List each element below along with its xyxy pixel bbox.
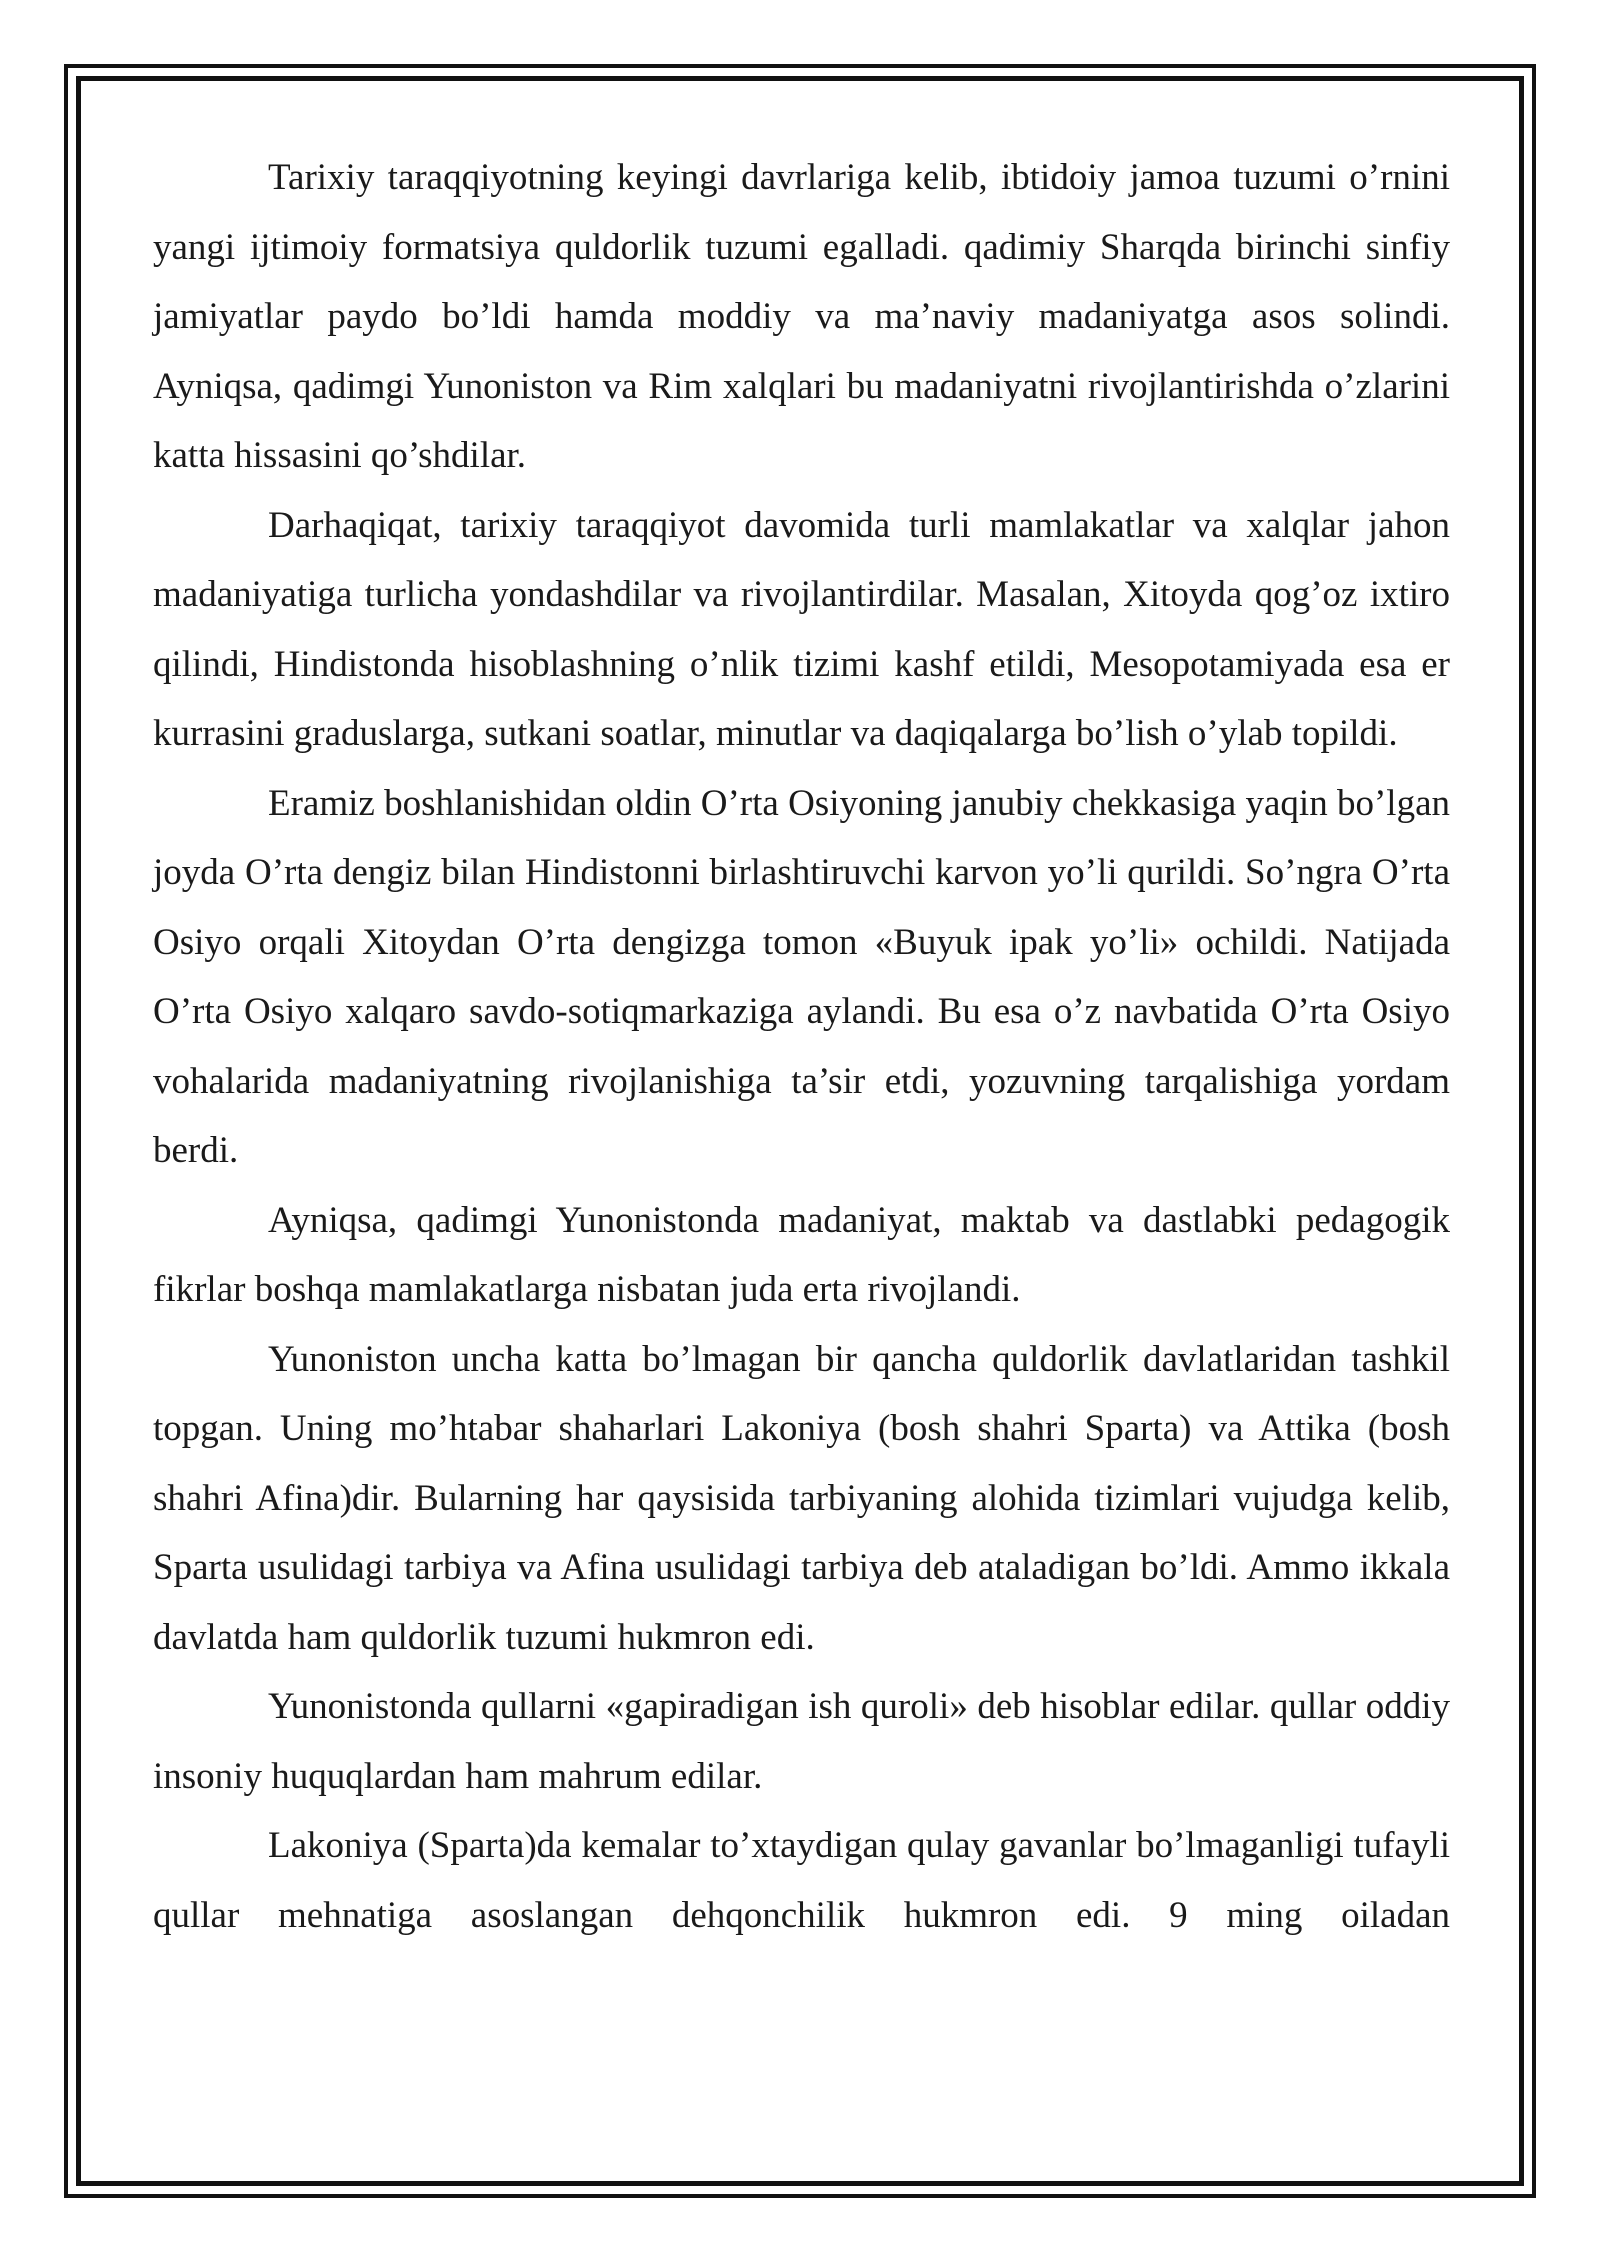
paragraph-5: Yunoniston uncha katta bo’lmagan bir qancha quldorlik davlatlaridan tashkil topgan. Uning mo’htabar shaharlari Lakoniya (bosh shahri Sparta) va Attika (bosh shahri Afina)dir. Bularning har qaysisida tarbiyaning alohida tizimlari vujudga kelib, Sparta usulidagi tarbiya va Afina usulidagi tarbiya deb ataladigan bo’ldi. Ammo ikkala davlatda ham quldorlik tuzumi hukmron edi. (153, 1338, 1450, 1658)
paragraph-4: Ayniqsa, qadimgi Yunonistonda madaniyat, maktab va dastlabki pedagogik fikrlar boshqa mamlakatlarga nisbatan juda erta rivojlandi. (153, 1199, 1450, 1310)
paragraph-2: Darhaqiqat, tarixiy taraqqiyot davomida turli mamlakatlar va xalqlar jahon madaniyatiga turlicha yondashdilar va rivojlantirdilar. Masalan, Xitoyda qog’oz ixtiro qilindi, Hindistonda hisoblashning o’nlik tizimi kashf etildi, Mesopotamiyada esa er kurrasini graduslarga, sutkani soatlar, minutlar va daqiqalarga bo’lish o’ylab topildi. (153, 504, 1450, 754)
paragraph-7: Lakoniya (Sparta)da kemalar to’xtaydigan qulay gavanlar bo’lmaganligi tufayli qullar mehnatiga asoslangan dehqonchilik hukmron edi. 9 ming oiladan (153, 1825, 1450, 1936)
paragraph-1: Tarixiy taraqqiyotning keyingi davrlariga kelib, ibtidoiy jamoa tuzumi o’rnini yangi ijtimoiy formatsiya quldorlik tuzumi egalladi. qadimiy Sharqda birinchi sinfiy jamiyatlar paydo bo’ldi hamda moddiy va ma’naviy madaniyatga asos solindi. Ayniqsa, qadimgi Yunoniston va Rim xalqlari bu madaniyatni rivojlantirishda o’zlarini katta hissasini qo’shdilar. (153, 157, 1450, 476)
paragraph-6: Yunonistonda qullarni «gapiradigan ish quroli» deb hisoblar edilar. qullar oddiy insoniy huquqlardan ham mahrum edilar. (153, 1686, 1450, 1797)
paragraph-3: Eramiz boshlanishidan oldin O’rta Osiyoning janubiy chekkasiga yaqin bo’lgan joyda O’rta dengiz bilan Hindistonni birlashtiruvchi karvon yo’li qurildi. So’ngra O’rta Osiyo orqali Xitoydan O’rta dengizga tomon «Buyuk ipak yo’li» ochildi. Natijada O’rta Osiyo xalqaro savdo-sotiqmarkaziga aylandi. Bu esa o’z navbatida O’rta Osiyo vohalarida madaniyatning rivojlanishiga ta’sir etdi, yozuvning tarqalishiga yordam berdi. (153, 782, 1450, 1171)
document-body (153, 143, 1450, 1950)
